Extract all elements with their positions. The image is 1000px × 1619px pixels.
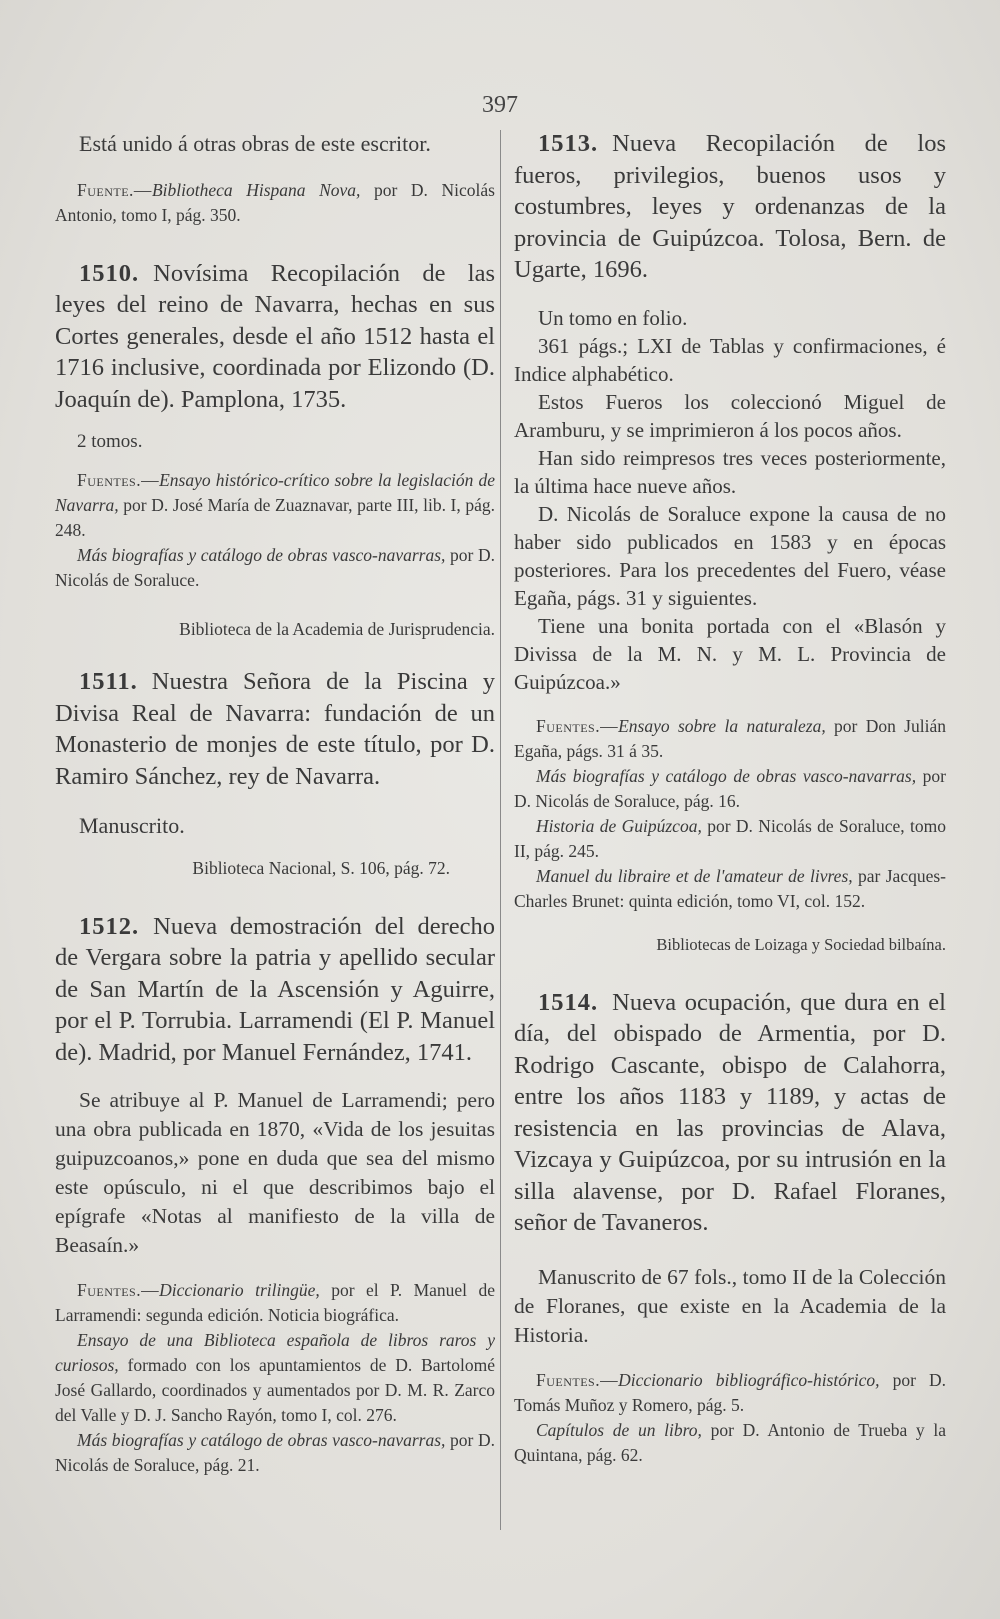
left-column bbox=[55, 128, 495, 1478]
source-details: por D. Nicolás de Soraluce, pág. 21. bbox=[55, 1430, 495, 1475]
entry-title-text: Nueva Recopilación de los fueros, privilegios, buenos usos y costumbres, leyes y ordenanzas de la provincia de Guipúzcoa. Tolosa, Bern. de Ugarte, 1696. bbox=[514, 130, 946, 283]
source-label: Fuentes.— bbox=[536, 715, 619, 736]
source-details: por el P. Manuel de Larramendi: segunda edición. Noticia biográfica. bbox=[55, 1280, 495, 1325]
entry-paragraph: 361 págs.; LXI de Tablas y confirmaciones, é Indice alphabético. bbox=[514, 333, 946, 386]
source-title: Ensayo histórico-crítico sobre la legislación de Navarra, bbox=[55, 470, 495, 515]
manuscript-note: Manuscrito de 67 fols., tomo II de la Colección de Floranes, que existe en la Academia de la Historia. bbox=[514, 1264, 946, 1347]
entry-title-text: Nuestra Señora de la Piscina y Divisa Real de Navarra: fundación de un Monasterio de monjes de este título, por D. Ramiro Sánchez, rey de Navarra. bbox=[55, 668, 495, 790]
source-title: Bibliotheca Hispana Nova, bbox=[151, 179, 361, 200]
entry-number: 1514. bbox=[538, 988, 599, 1016]
entry-number: 1512. bbox=[79, 912, 140, 940]
library-location: Biblioteca Nacional, S. 106, pág. 72. bbox=[192, 857, 450, 878]
source-2 bbox=[55, 1328, 495, 1428]
entry-paragraph: Un tomo en folio. bbox=[538, 305, 688, 330]
source-details: por D. Nicolás Antonio, tomo I, pág. 350. bbox=[55, 179, 495, 225]
volume-count: 2 tomos. bbox=[77, 431, 143, 452]
source-title: Ensayo sobre la naturaleza, bbox=[618, 715, 826, 736]
source-2 bbox=[55, 543, 495, 593]
entry-title bbox=[514, 987, 946, 1239]
entry-paragraph: Estos Fueros los coleccionó Miguel de Aramburu, y se imprimieron á los pocos años. bbox=[514, 389, 946, 442]
entry-title-text: Novísima Recopilación de las leyes del reino de Navarra, hechas en sus Cortes generales, desde el año 1512 hasta el 1716 inclusive, coordinada por Elizondo (D. Joaquín de). Pamplona, 1735. bbox=[55, 259, 495, 413]
column-divider bbox=[500, 130, 501, 1530]
source-1 bbox=[514, 714, 946, 764]
source-1 bbox=[55, 468, 495, 543]
entry-paragraph: Han sido reimpresos tres veces posteriormente, la última hace nueve años. bbox=[514, 445, 946, 498]
library-location: Biblioteca de la Academia de Jurisprudencia. bbox=[179, 619, 495, 639]
entry-1513 bbox=[514, 128, 946, 957]
source-title: Más biografías y catálogo de obras vasco-navarras, bbox=[536, 765, 917, 786]
entry-paragraph: Tiene una bonita portada con el «Blasón y Divissa de la M. N. y M. L. Provincia de Guipúzcoa.» bbox=[514, 613, 946, 694]
entry-1514 bbox=[514, 987, 946, 1468]
source-title: Historia de Guipúzcoa, bbox=[536, 815, 702, 836]
library-location: Bibliotecas de Loizaga y Sociedad bilbaína. bbox=[656, 934, 946, 954]
source-details: por Don Julián Egaña, págs. 31 á 35. bbox=[514, 715, 946, 761]
source-details: por D. Tomás Muñoz y Romero, pág. 5. bbox=[514, 1369, 946, 1415]
entry-title bbox=[55, 911, 495, 1069]
source-details: por D. Antonio de Trueba y la Quintana, pág. 62. bbox=[514, 1419, 946, 1465]
intro-text: Está unido á otras obras de este escritor. bbox=[79, 131, 431, 156]
source-label: Fuentes.— bbox=[536, 1369, 619, 1390]
entry-paragraph: D. Nicolás de Soraluce expone la causa de no haber sido publicados en 1583 y en épocas posteriores. Para los precedentes del Fuero, véase Egaña, págs. 31 y siguientes. bbox=[514, 501, 946, 610]
page-number: 397 bbox=[482, 92, 518, 118]
source-2 bbox=[514, 764, 946, 814]
source-title: Capítulos de un libro, bbox=[536, 1419, 702, 1440]
source-title: Ensayo de una Biblioteca española de libros raros y curiosos, bbox=[55, 1330, 495, 1375]
source-details: por D. Nicolás de Soraluce. bbox=[55, 545, 495, 590]
source-details: formado con los apuntamientos de D. Bartolomé José Gallardo, coordinados y aumentados por D. M. R. Zarco del Valle y D. J. Sancho Rayón, tomo I, col. 276. bbox=[55, 1355, 495, 1425]
entry-title bbox=[55, 258, 495, 416]
entry-title-text: Nueva demostración del derecho de Vergara sobre la patria y apellido secular de San Martín de la Ascensión y Aguirre, por el P. Torrubia. Larramendi (El P. Manuel de). Madrid, por Manuel Fernández, 1741. bbox=[55, 912, 495, 1066]
source-details: par Jacques-Charles Brunet: quinta edición, tomo VI, col. 152. bbox=[514, 865, 946, 911]
entry-title-text: Nueva ocupación, que dura en el día, del obispado de Armentia, por D. Rodrigo Cascante, obispo de Calahorra, entre los años 1183 y 1189, y actas de resistencia en las provincias de Alava, Vizcaya y Guipúzcoa, por su intrusión en la silla alavense, por D. Rafael Floranes, señor de Tavaneros. bbox=[514, 988, 946, 1236]
source-4 bbox=[514, 864, 946, 914]
manuscript-note: Manuscrito. bbox=[79, 813, 185, 838]
intro-source bbox=[55, 178, 495, 228]
source-1 bbox=[55, 1278, 495, 1328]
source-title: Diccionario bibliográfico-histórico, bbox=[618, 1369, 880, 1390]
source-label: Fuentes.— bbox=[77, 470, 160, 490]
source-3 bbox=[514, 814, 946, 864]
right-column bbox=[514, 128, 946, 1468]
source-title: Más biografías y catálogo de obras vasco-navarras, bbox=[77, 1430, 446, 1450]
source-1 bbox=[514, 1368, 946, 1418]
entry-number: 1513. bbox=[538, 130, 599, 157]
entry-title bbox=[55, 666, 495, 792]
source-details: por D. José María de Zuaznavar, parte III, lib. I, pág. 248. bbox=[55, 495, 495, 540]
source-3 bbox=[55, 1428, 495, 1478]
entry-1512 bbox=[55, 911, 495, 1479]
source-details: por D. Nicolás de Soraluce, tomo II, pág. 245. bbox=[514, 815, 946, 861]
source-label: Fuente.— bbox=[77, 179, 152, 200]
entry-number: 1510. bbox=[79, 259, 140, 287]
entry-description: Se atribuye al P. Manuel de Larramendi; pero una obra publicada en 1870, «Vida de los jesuitas guipuzcoanos,» pone en duda que sea del mismo este opúsculo, ni el que describimos bajo el epígrafe «Notas al manifiesto de la villa de Beasaín.» bbox=[55, 1088, 495, 1257]
entry-number: 1511. bbox=[79, 668, 138, 695]
source-label: Fuentes.— bbox=[77, 1280, 160, 1300]
entry-1510 bbox=[55, 258, 495, 643]
entry-title bbox=[514, 128, 946, 286]
source-details: por D. Nicolás de Soraluce, pág. 16. bbox=[514, 765, 946, 811]
source-2 bbox=[514, 1418, 946, 1468]
source-title: Manuel du libraire et de l'amateur de livres, bbox=[536, 865, 853, 886]
entry-1511 bbox=[55, 666, 495, 881]
source-title: Diccionario trilingüe, bbox=[159, 1280, 320, 1300]
source-title: Más biografías y catálogo de obras vasco-navarras, bbox=[77, 545, 446, 565]
